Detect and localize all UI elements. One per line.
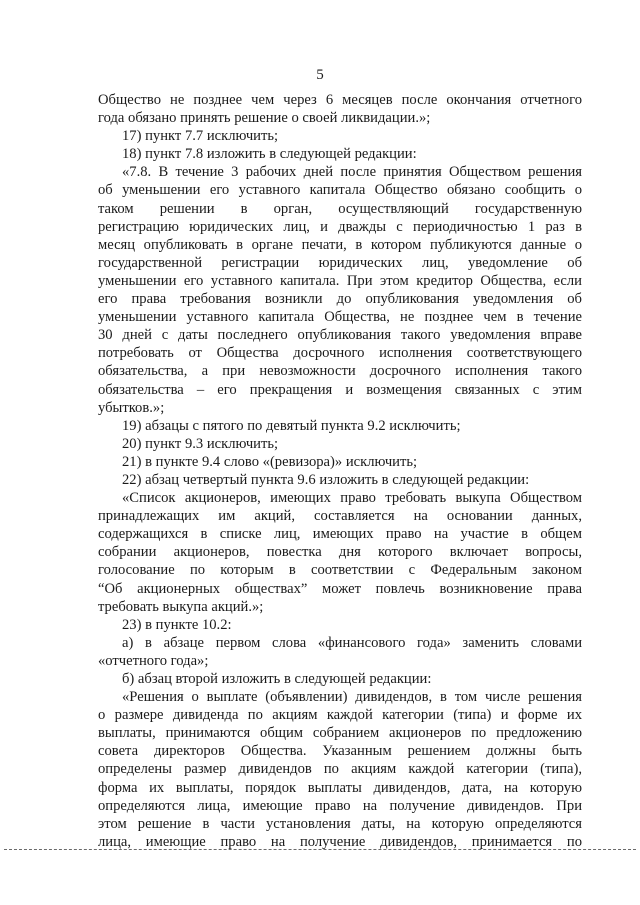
text-line: уменьшении уставного капитала Общества, не позднее чем в течение [98,309,582,326]
text-line: принадлежащих им акций, составляется на основании данных, [98,508,582,525]
text-line: регистрацию юридических лиц, и дважды с периодичностью 1 раз в [98,218,582,235]
text-line: года обязано принять решение о своей ликвидации.»; [98,110,431,127]
text-line: «Решения о выплате (объявлении) дивидендов, в том числе решения [122,689,582,706]
text-line: его права требования возникли до опубликования уведомления об [98,291,582,308]
text-line: таком решении в орган, осуществляющий государственную [98,200,582,217]
text-line: обязательства, а при невозможности досрочного исполнения такого [98,363,582,380]
text-line: голосование по которым в соответствии с Федеральным законом [98,562,582,579]
text-line: государственной регистрации юридических лиц, уведомление об [98,254,582,271]
text-line: 21) в пункте 9.4 слово «(ревизора)» исключить; [122,453,418,470]
text-line: требовать выкупа акций.»; [98,598,264,615]
text-line: убытков.»; [98,399,165,416]
text-line: собрании акционеров, повестка дня которого включает вопросы, [98,544,582,561]
text-line: 22) абзац четвертый пункта 9.6 изложить в следующей редакции: [122,471,530,488]
text-line: 19) абзацы с пятого по девятый пункта 9.2 исключить; [122,417,461,434]
text-line: определены размер дивидендов по акциям каждой категории (типа), [98,761,582,778]
text-line: «отчетного года»; [98,652,209,669]
text-line: о размере дивиденда по акциям каждой категории (типа) и форме их [98,707,582,724]
text-line: обязательства – его прекращения и возмещения связанных с этим [98,381,582,398]
text-line: а) в абзаце первом слова «финансового года» заменить словами [122,634,582,651]
text-line: 17) пункт 7.7 исключить; [122,128,279,145]
text-line: “Об акционерных обществах” может повлечь возникновение права [98,580,582,597]
text-line: форма их выплаты, порядок выплаты дивидендов, дата, на которую [98,779,582,796]
document-body [98,91,582,851]
footer-divider [4,849,636,850]
text-line: об уменьшении его уставного капитала Общество обязано сообщить о [98,182,582,199]
text-line: 23) в пункте 10.2: [122,616,232,633]
text-line: содержащихся в списке лиц, имеющих право на участие в общем [98,526,582,543]
page-number: 5 [316,67,324,83]
text-line: месяц опубликовать в органе печати, в котором публикуются данные о [98,236,582,253]
text-line: 20) пункт 9.3 исключить; [122,435,279,452]
text-line: «7.8. В течение 3 рабочих дней после принятия Обществом решения [122,164,582,181]
text-line: лица, имеющие право на получение дивидендов, принимается по [98,833,582,850]
text-line: выплаты, принимаются общим собранием акционеров по предложению [98,725,582,742]
text-line: этом решение в части установления даты, на которую определяются [98,815,582,832]
text-line: уменьшении его уставного капитала. При этом кредитор Общества, если [98,272,582,289]
text-line: совета директоров Общества. Указанным решением должны быть [98,743,582,760]
text-line: определяются лица, имеющие право на получение дивидендов. При [98,797,582,814]
text-line: Общество не позднее чем через 6 месяцев после окончания отчетного [98,92,582,108]
text-line: 30 дней с даты последнего опубликования такого уведомления вправе [98,327,582,344]
text-line: б) абзац второй изложить в следующей редакции: [122,671,432,687]
text-line: «Список акционеров, имеющих право требовать выкупа Обществом [122,490,582,507]
text-line: 18) пункт 7.8 изложить в следующей редакции: [122,146,417,163]
text-line: потребовать от Общества досрочного исполнения соответствующего [98,345,582,362]
